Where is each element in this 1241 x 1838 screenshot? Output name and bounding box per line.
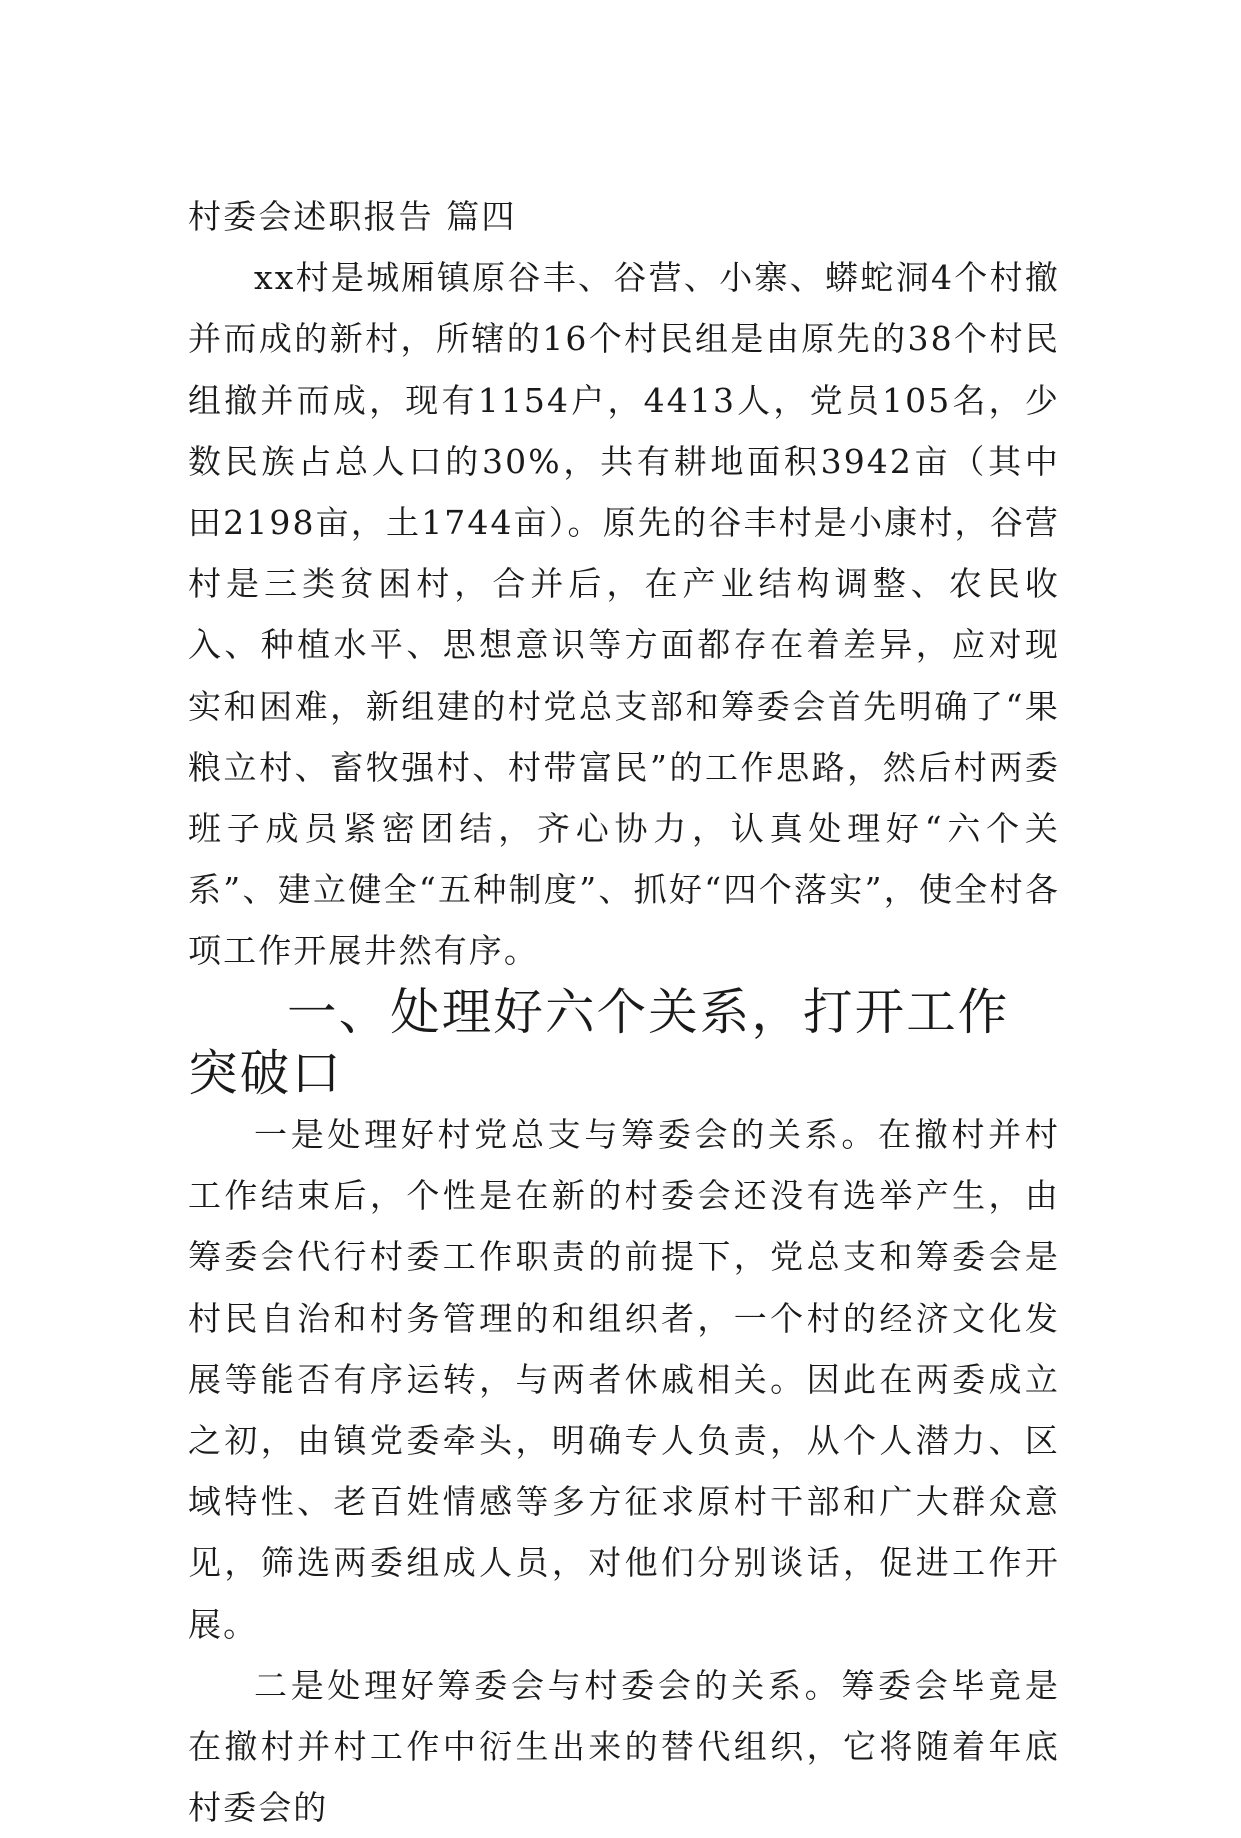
section-paragraph-1: 一是处理好村党总支与筹委会的关系。在撤村并村工作结束后，个性是在新的村委会还没有选举产生，由筹委会代行村委工作职责的前提下，党总支和筹委会是村民自治和村务管理的和组织者，一个村的经济文化发展等能否有序运转，与两者休戚相关。因此在两委成立之初，由镇党委牵头，明确专人负责，从个人潜力、区域特性、老百姓情感等多方征求原村干部和广大群众意见，筛选两委组成人员，对他们分别谈话，促进工作开展。 [188,1115,1060,1644]
document-body [188,186,1060,1838]
section-paragraph-2: 二是处理好筹委会与村委会的关系。筹委会毕竟是在撤村并村工作中衍生出来的替代组织，它将随着年底村委会的 [188,1665,1060,1828]
intro-paragraph: xx村是城厢镇原谷丰、谷营、小寨、蟒蛇洞4个村撤并而成的新村，所辖的16个村民组是由原先的38个村民组撤并而成，现有1154户，4413人，党员105名，少数民族占总人口的30%，共有耕地面积3942亩（其中田2198亩，土1744亩）。原先的谷丰村是小康村，谷营村是三类贫困村，合并后，在产业结构调整、农民收入、种植水平、思想意识等方面都存在着差异，应对现实和困难，新组建的村党总支部和筹委会首先明确了“果粮立村、畜牧强村、村带富民”的工作思路，然后村两委班子成员紧密团结，齐心协力，认真处理好“六个关系”、建立健全“五种制度”、抓好“四个落实”，使全村各项工作开展井然有序。 [188,258,1060,971]
report-title: 村委会述职报告 篇四 [188,197,517,236]
section-heading: 一、处理好六个关系，打开工作突破口 [188,982,1010,1102]
